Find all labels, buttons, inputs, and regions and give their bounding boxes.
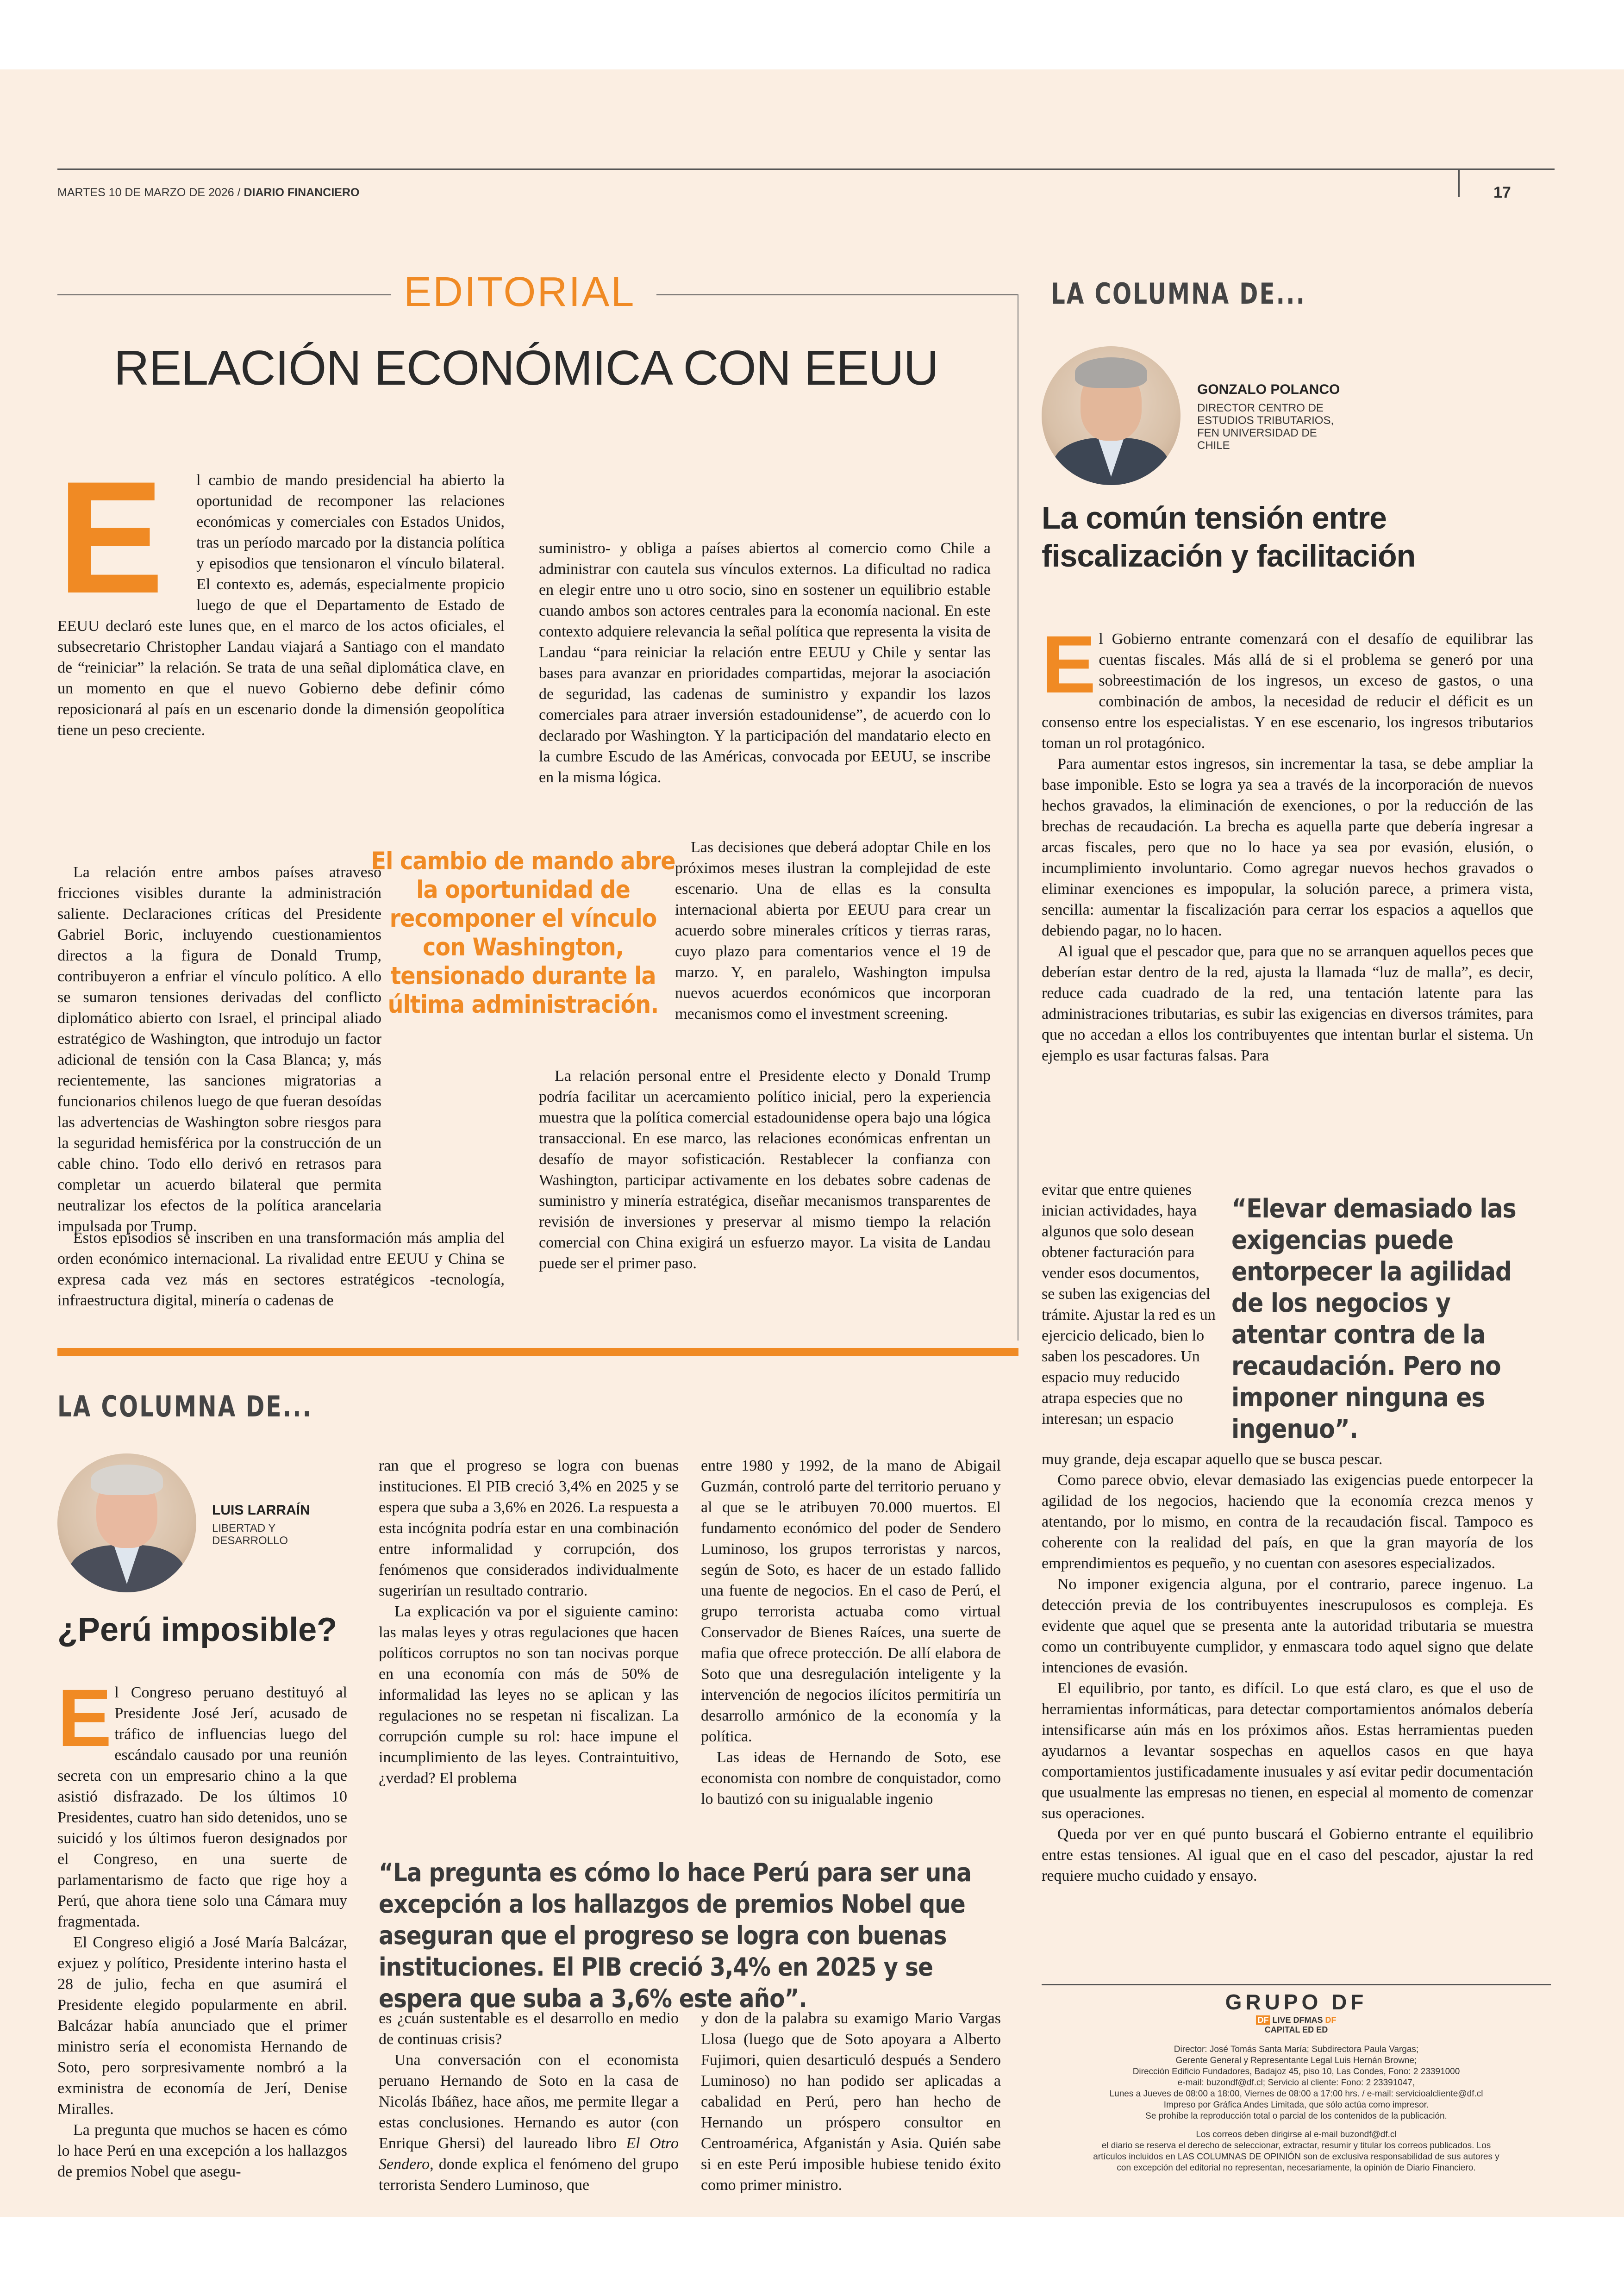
larrain-text: , donde explica el fenómeno del grupo terrorista Sendero Luminoso, que xyxy=(379,2156,679,2194)
larrain-text: y don de la palabra su examigo Mario Vargas Llosa (luego que de Soto apoyara a Alberto Fujimori, quien desarticuló después a Sendero Luminoso) no han podido ser aplicadas a cabalidad en Perú, pero han hecho de Hernando un próspero consultor en Centroamérica, Afganistán y Asia. Quién sabe si en este Perú imposible hubiese tenido éxito como primer ministro. xyxy=(701,2010,1001,2194)
larrain-pullquote: “La pregunta es cómo lo hace Perú para ser una excepción a los hallazgos de premios Nobel que aseguran que el progreso se logra con buenas instituciones. El PIB creció 3,4% en 2025 y se espera que suba a 3,6% este año”. xyxy=(379,1858,971,2013)
polanco-text: Para aumentar estos ingresos, sin incrementar la tasa, se debe ampliar la base imponible. Esto se logra ya sea a través de la incorporación de nuevos hechos gravados, la eliminación de exenciones, o por la reducción de las brechas de recaudación. La brecha es aquella parte que debería ingresar a arcas fiscales, pero que no lo hace ya sea por evasión, elusión, o incumplimiento involuntario. Como agregar nuevos hechos gravados o eliminar exenciones es impopular, la solución parece, a primera vista, sencilla: aumentar la fiscalización para cerrar los espacios a aquellos que debiendo pagar, no lo hacen. xyxy=(1042,755,1533,939)
editorial-dropcap: E xyxy=(57,449,164,627)
photo-hair xyxy=(1075,357,1147,388)
polanco-title: La común tensión entre fiscalización y facilitación xyxy=(1042,500,1416,574)
header-dateline xyxy=(57,186,359,200)
editorial-text: La relación personal entre el Presidente electo y Donald Trump podría facilitar un acercamiento político inicial, pero la experiencia muestra que la política comercial estadounidense opera bajo una lógica transaccional. En ese marco, las relaciones económicas enfrentan un desafío de mayor sofisticación. Restablecer la confianza con Washington, participar activamente en los debates sobre cadenas de suministro y minería estratégica, diseñar mecanismos transparentes de revisión de inversiones y preservar al mismo tiempo la relación comercial con China exigirá un esfuerzo mayor. La visita de Landau puede ser el primer paso. xyxy=(539,1067,991,1272)
footer-line: con excepción del editorial no representan, necesariamente, la opinión de Diario Financiero. xyxy=(1117,2163,1476,2173)
larrain-text: El Congreso eligió a José María Balcázar, exjuez y político, Presidente interino hasta el 28 de julio, fecha en que asumirá el Presidente elegido popularmente en abril. Balcázar había anunciado que el primer ministro sería el economista Hernando de Soto, pero sorpresivamente nombró a la exministra de economía de Jerí, Denise Miralles. xyxy=(57,1934,347,2118)
footer-line: Lunes a Jueves de 08:00 a 18:00, Viernes de 08:00 a 17:00 hrs. / e-mail: servicioalcliente@df.cl xyxy=(1109,2089,1483,2099)
newspaper-page xyxy=(0,69,1624,2217)
editorial-section-label: EDITORIAL xyxy=(404,269,636,315)
editorial-paragraph xyxy=(57,862,381,1237)
footer-line: Se prohíbe la reproducción total o parcial de los contenidos de la publicación. xyxy=(1145,2111,1447,2121)
polanco-text: Al igual que el pescador que, para que no se arranquen aquellos peces que deberían estar dentro de la red, ajusta la llamada “luz de malla”, es decir, reduce cada cuadrado de la red, una tentación latente para las administraciones tributarias, es subir las exigencias en diversos trámites, para que no accedan a ellos los contribuyentes que intentan burlar el sistema. Un ejemplo es usar facturas falsas. Para xyxy=(1042,943,1533,1064)
brand-df-2: DF xyxy=(1325,2015,1337,2025)
editorial-column-1 xyxy=(57,449,505,741)
brand-ed-2: ED xyxy=(1316,2025,1328,2034)
footer-line: el diario se reserva el derecho de seleccionar, extractar, resumir y titular los correos publicados. Los xyxy=(1101,2141,1491,2151)
editorial-pullquote: El cambio de mando abre la oportunidad de recomponer el vínculo con Washington, tensionado durante la última administración. xyxy=(371,847,675,1019)
polanco-paragraph xyxy=(1042,1574,1533,1678)
larrain-book-title: El Otro Sendero xyxy=(379,2135,679,2173)
footer-credits xyxy=(1042,2044,1551,2174)
editorial-text: suministro- y obliga a países abiertos al comercio como Chile a administrar con cautela sus vínculos externos. La dificultad no radica en elegir entre uno u otro socio, sino en sostener un equilibrio estable cuando ambos son actores centrales para la economía nacional. En este contexto adquiere relevancia la señal política que representa la visita de Landau “para reiniciar la relación entre EEUU y Chile y sentar las bases para avanzar en prioridades compartidas, mejorar la asociación de seguridad, las cadenas de suministro y expandir los lazos comerciales para atraer inversión estadounidense”, de acuerdo con lo declarado por Washington. Y la participación del mandatario electo en la cumbre Escudo de las Américas, convocada por EEUU, se inscribe en la misma lógica. xyxy=(539,540,991,786)
larrain-column-3-upper xyxy=(701,1455,1001,1809)
larrain-paragraph xyxy=(701,1747,1001,1809)
larrain-column-2-lower xyxy=(379,2008,679,2195)
footer-line: Dirección Edificio Fundadores, Badajoz 45, piso 10, Las Condes, Fono: 2 23391000 xyxy=(1132,2067,1460,2077)
editorial-column-1-lower xyxy=(57,862,381,1237)
larrain-paragraph xyxy=(57,1932,347,2120)
editorial-text: Estos episodios se inscriben en una transformación más amplia del orden económico internacional. La rivalidad entre EEUU y China se expresa cada vez más en sectores estratégicos -tecnología, infraestructura digital, minería o cadenas de xyxy=(57,1229,505,1309)
larrain-paragraph xyxy=(379,2050,679,2195)
polanco-pullquote: “Elevar demasiado las exigencias puede entorpecer la agilidad de los negocios y atentar contra de la recaudación. Pero no imponer ninguna es ingenuo”. xyxy=(1231,1194,1516,1444)
polanco-text: El equilibrio, por tanto, es difícil. Lo que está claro, es que el uso de herramientas informáticas, para detectar comportamientos anómalos debería intensificarse aún más en los próximos años. Estas herramientas pueden ayudarnos a levantar sospechas en aquellos casos en que haya comportamientos justificadamente inusuales y así evitar pedir documentación que usualmente las empresas no tienen, en especial al momento de comenzar sus operaciones. xyxy=(1042,1680,1533,1822)
polanco-text: Queda por ver en qué punto buscará el Gobierno entrante el equilibrio entre estas tensiones. Al igual que en el caso del pescador, ajustar la red requiere mucho cuidado y ensayo. xyxy=(1042,1826,1533,1884)
polanco-text: muy grande, deja escapar aquello que se busca pescar. xyxy=(1042,1451,1383,1468)
footer-line: Director: José Tomás Santa María; Subdirectora Paula Vargas; xyxy=(1174,2045,1419,2054)
larrain-title: ¿Perú imposible? xyxy=(57,1611,337,1648)
editorial-column-2-narrow xyxy=(675,837,991,1024)
editorial-paragraph xyxy=(675,837,991,1024)
larrain-column-1 xyxy=(57,1673,347,2182)
polanco-section-label: LA COLUMNA DE... xyxy=(1051,277,1306,311)
footer-line: Gerente General y Representante Legal Luis Hernán Browne; xyxy=(1175,2056,1417,2065)
editorial-paragraph xyxy=(539,538,991,788)
larrain-column-3-lower xyxy=(701,2008,1001,2195)
footer-line: artículos incluidos en LAS COLUMNAS DE OPINIÓN son de exclusiva responsabilidad de sus autores y xyxy=(1093,2152,1499,2162)
brand-df: DF xyxy=(1256,2015,1270,2025)
editorial-paragraph xyxy=(57,449,505,741)
brand-ed: ED xyxy=(1302,2025,1314,2034)
editorial-paragraph xyxy=(539,1066,991,1274)
photo-hair xyxy=(91,1465,163,1495)
brand-capital: CAPITAL xyxy=(1264,2025,1300,2034)
editorial-column-2 xyxy=(539,538,991,788)
polanco-text: No imponer exigencia alguna, por el contrario, parece ingenuo. La detección previa de los contribuyentes inescrupulosos es compleja. Es evidente que aquel que se presenta ante la autoridad tributaria se muestra como un contribuyente cumplidor, y enmascara todo aquel signo que delate intenciones de evasión. xyxy=(1042,1576,1533,1676)
larrain-paragraph xyxy=(701,1455,1001,1747)
larrain-paragraph xyxy=(701,2008,1001,2195)
larrain-paragraph xyxy=(57,1673,347,1932)
header-vertical-rule xyxy=(1458,168,1460,197)
polanco-body-lower xyxy=(1042,1449,1533,1886)
brand-dfmas: DFMAS xyxy=(1293,2015,1323,2025)
larrain-photo xyxy=(57,1453,196,1592)
larrain-text: ran que el progreso se logra con buenas instituciones. El PIB creció 3,4% en 2025 y se espera que suba a 3,6% en 2026. La respuesta a esta incógnita podría estar en una combinación entre informalidad y corrupción, dos fenómenos que considerados individualmente sugerirían un resultado contrario. xyxy=(379,1457,679,1599)
larrain-text: La explicación va por el siguiente camino: las malas leyes y otras regulaciones que hacen políticos corruptos no son tan nocivas porque en una economía con más de 50% de informalidad las leyes no se aplican y las regulaciones no se respetan ni fiscalizan. La corrupción cumple su rol: hace impune el incumplimiento de las leyes. Contraintuitivo, ¿verdad? El problema xyxy=(379,1603,679,1787)
larrain-text: entre 1980 y 1992, de la mano de Abigail Guzmán, controló parte del territorio peruano y al que se le atribuyen 70.000 muertos. El fundamento económico del poder de Sendero Luminoso, los grupos terroristas y narcos, según de Soto, es hacer de un estado fallido una fuente de negocios. En el caso de Perú, el grupo terrorista actuaba como virtual Conservador de Bienes Raíces, una suerte de mafia que ofrece protección. De allí elabora de Soto que una desregulación inteligente y la intervención de negocios ilícitos permitiría un desarrollo armónico de la economía y la política. xyxy=(701,1457,1001,1745)
polanco-paragraph xyxy=(1042,754,1533,941)
editorial-column-1-bottom xyxy=(57,1228,505,1311)
footer-rule xyxy=(1042,1984,1551,1985)
editorial-text: La relación entre ambos países atravesó fricciones visibles durante la administración saliente. Declaraciones críticas del Presidente Gabriel Boric, incluyendo cuestionamientos directos a la figura de Donald Trump, contribuyeron a enfriar el vínculo político. A ello se sumaron tensiones derivadas del conflicto diplomático abierto con Israel, el principal aliado estratégico de Washington, que introdujo un factor adicional de tensión con la Casa Blanca; y, más recientemente, las sanciones migratorias a funcionarios chilenos luego de que fueran desoídas las advertencias de Washington sobre riesgos para la seguridad hemisférica por la construcción de un cable chino. Todo ello derivó en retrasos para completar un acuerdo bilateral que permita neutralizar los efectos de la política arancelaria impulsada por Trump. xyxy=(57,864,381,1235)
larrain-dropcap: E xyxy=(57,1673,112,1764)
footer-logo: GRUPO DF xyxy=(1225,1990,1368,2014)
header-rule xyxy=(57,168,1555,170)
larrain-author: LUIS LARRAÍN xyxy=(212,1503,310,1518)
polanco-paragraph xyxy=(1042,1678,1533,1824)
footer-line: Impreso por Gráfica Andes Limitada, que sólo actúa como impresor. xyxy=(1163,2100,1429,2110)
larrain-paragraph xyxy=(379,1455,679,1601)
editorial-column-2-lower xyxy=(539,1066,991,1274)
polanco-body-narrow xyxy=(1042,1179,1216,1429)
footer-brands xyxy=(1042,2015,1551,2035)
polanco-paragraph xyxy=(1042,1179,1216,1429)
larrain-column-2-upper xyxy=(379,1455,679,1789)
footer-line: e-mail: buzondf@df.cl; Servicio al cliente: Fono: 2 23391047, xyxy=(1177,2078,1415,2088)
larrain-paragraph xyxy=(57,2120,347,2182)
editorial-text: Las decisiones que deberá adoptar Chile en los próximos meses ilustran la complejidad de este escenario. Una de ellas es la consulta internacional abierta por EEUU para crear un acuerdo sobre minerales críticos y tierras raras, cuyo plazo para comentarios vence el 19 de marzo. Y, en paralelo, Washington impulsa nuevos acuerdos económicos que incorporan mecanismos como el investment screening. xyxy=(675,839,991,1023)
larrain-paragraph xyxy=(379,1601,679,1789)
polanco-paragraph xyxy=(1042,619,1533,754)
polanco-paragraph xyxy=(1042,1470,1533,1574)
larrain-paragraph xyxy=(379,2008,679,2050)
polanco-paragraph xyxy=(1042,941,1533,1066)
editorial-rule-left xyxy=(57,294,391,295)
editorial-title: RELACIÓN ECONÓMICA CON EEUU xyxy=(114,341,939,395)
polanco-author: GONZALO POLANCO xyxy=(1197,382,1340,397)
larrain-text: Una conversación con el economista peruano Hernando de Soto en la casa de Nicolás Ibáñez, hace años, me permite llegar a estas conclusiones. Hernando es autor (con Enrique Ghersi) del laureado libro xyxy=(379,2052,679,2152)
larrain-text: es ¿cuán sustentable es el desarrollo en medio de continuas crisis? xyxy=(379,2010,679,2048)
header-date: MARTES 10 DE MARZO DE 2026 xyxy=(57,186,234,199)
polanco-paragraph xyxy=(1042,1449,1533,1470)
page-number: 17 xyxy=(1493,184,1511,201)
larrain-section-label: LA COLUMNA DE... xyxy=(57,1390,313,1423)
larrain-text: Las ideas de Hernando de Soto, ese economista con nombre de conquistador, como lo bautizó con su inigualable ingenio xyxy=(701,1749,1001,1808)
polanco-text: l Gobierno entrante comenzará con el desafío de equilibrar las cuentas fiscales. Más allá de si el problema se generó por una sobreestimación de los ingresos, un exceso de gastos, o una combinación de ambos, la necesidad de reducir el déficit es un consenso entre los especialistas. Y en ese escenario, los ingresos tributarios toman un rol protagónico. xyxy=(1042,630,1533,752)
larrain-role: LIBERTAD Y DESARROLLO xyxy=(212,1522,288,1547)
polanco-paragraph xyxy=(1042,1824,1533,1886)
editorial-rule-right xyxy=(656,294,1018,295)
section-divider xyxy=(57,1348,1018,1356)
polanco-text: Como parece obvio, elevar demasiado las exigencias puede entorpecer la agilidad de los negocios, haciendo que la economía crezca menos y atentando, por lo mismo, en contra de la recaudación fiscal. Tampoco es coherente con la realidad del país, en que la gran mayoría de los emprendimientos es pequeño, y no cuentan con asesores especializados. xyxy=(1042,1472,1533,1572)
polanco-role: DIRECTOR CENTRO DE ESTUDIOS TRIBUTARIOS, FEN UNIVERSIDAD DE CHILE xyxy=(1197,402,1334,452)
brand-live: LIVE xyxy=(1272,2015,1291,2025)
larrain-text: La pregunta que muchos se hacen es cómo lo hace Perú en una excepción a los hallazgos de premios Nobel que asegu- xyxy=(57,2121,347,2180)
header-separator: / xyxy=(234,186,244,199)
polanco-dropcap: E xyxy=(1042,619,1096,710)
polanco-photo xyxy=(1042,346,1181,485)
header-paper: DIARIO FINANCIERO xyxy=(244,186,360,199)
editorial-text: l cambio de mando presidencial ha abierto la oportunidad de recomponer las relaciones económicas y comerciales con Estados Unidos, tras un período marcado por la distancia política y episodios que tensionaron el vínculo bilateral. El contexto es, además, especialmente propicio luego de que el Departamento de Estado de EEUU declaró este lunes que, en el marco de los actos oficiales, el subsecretario Christopher Landau viajará a Santiago con el mandato de “reiniciar” la relación. Se trata de una señal diplomática clave, en un momento en que el nuevo Gobierno debe definir cómo reposicionará al país en un escenario donde la dimensión geopolítica tiene un peso creciente. xyxy=(57,472,505,739)
editorial-paragraph xyxy=(57,1228,505,1311)
footer-line: Los correos deben dirigirse al e-mail buzondf@df.cl xyxy=(1196,2130,1397,2139)
polanco-body-upper xyxy=(1042,619,1533,1066)
larrain-text: l Congreso peruano destituyó al Presidente José Jerí, acusado de tráfico de influencias luego del escándalo causado por una reunión secreta con un empresario chino a la que asistió disfrazado. De los últimos 10 Presidentes, cuatro han sido detenidos, uno se suicidó y los últimos fueron designados por el Congreso, en una suerte de parlamentarismo de facto que rige hoy a Perú, que ahora tiene solo una Cámara muy fragmentada. xyxy=(57,1684,347,1930)
polanco-text: evitar que entre quienes inician actividades, haya algunos que solo desean obtener facturación para vender esos documentos, se suben las exigencias del trámite. Ajustar la red es un ejercicio delicado, bien lo saben los pescadores. Un espacio muy reducido atrapa especies que no interesan; un espacio xyxy=(1042,1181,1216,1428)
